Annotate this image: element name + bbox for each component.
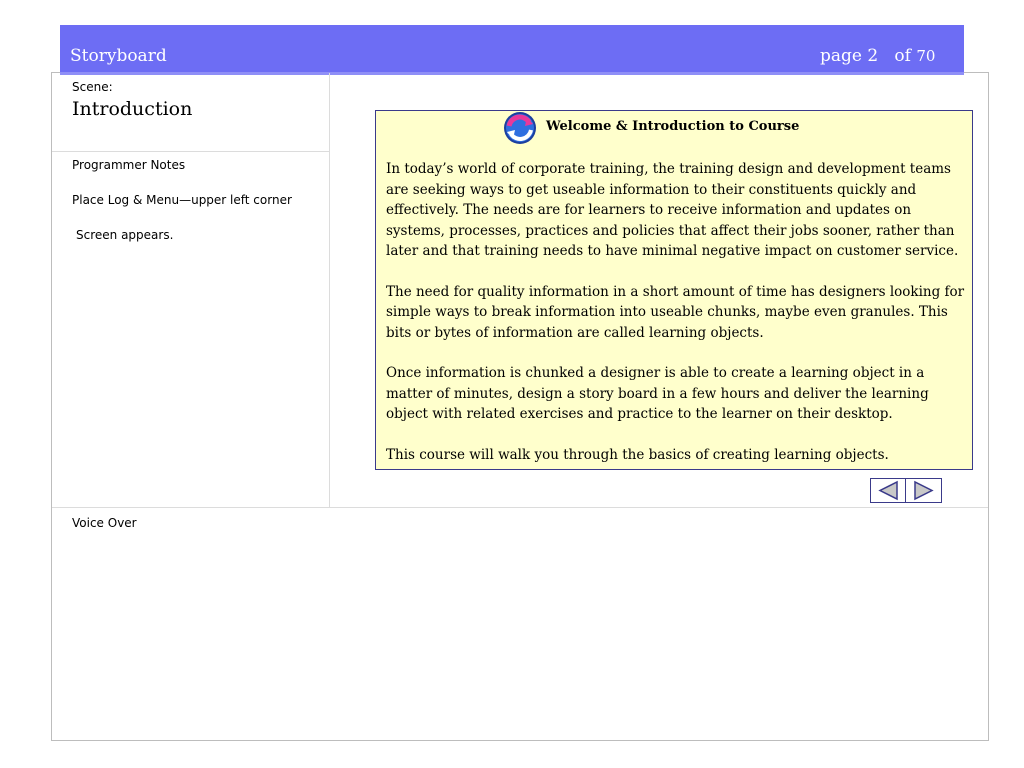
of-label: of <box>894 46 911 66</box>
content-paragraph: The need for quality information in a short amount of time has designers looking for simple ways to break information into useable chunks, maybe even granules. This bits or bytes of information are called learning objects. <box>386 283 965 341</box>
column-divider <box>329 73 330 507</box>
header-underline <box>60 72 964 75</box>
next-button[interactable] <box>906 479 941 502</box>
scene-title: Introduction <box>72 98 193 120</box>
storyboard-title: Storyboard <box>70 46 167 66</box>
total-pages: 70 <box>916 47 936 65</box>
content-body <box>386 159 966 485</box>
content-paragraph: This course will walk you through the basics of creating learning objects. <box>386 446 889 463</box>
refresh-icon[interactable] <box>503 111 537 145</box>
programmer-note: Screen appears. <box>76 228 174 242</box>
content-paragraph: Once information is chunked a designer is able to create a learning object in a matter of minutes, design a story board in a few hours and deliver the learning object with related exercises and practice to the learner on their desktop. <box>386 365 929 422</box>
scene-label: Scene: <box>72 80 113 94</box>
voice-over-divider <box>52 507 988 508</box>
previous-button[interactable] <box>871 479 905 502</box>
page-indicator <box>820 46 935 66</box>
content-title: Welcome & Introduction to Course <box>546 119 800 134</box>
page-label: page 2 <box>820 46 879 66</box>
voice-over-label: Voice Over <box>72 516 137 530</box>
scene-divider <box>52 151 329 152</box>
content-paragraph: In today’s world of corporate training, the training design and development teams are seeking ways to get useable information to their constituents quickly and effectively. The needs are for learners to receive information and updates on systems, processes, practices and policies that affect their jobs sooner, rather than later and that training needs to have minimal negative impact on customer service. <box>386 161 959 259</box>
programmer-notes-heading: Programmer Notes <box>72 158 186 172</box>
triangle-left-icon <box>871 479 905 502</box>
programmer-note: Place Log & Menu—upper left corner <box>72 193 292 207</box>
triangle-right-icon <box>906 479 941 502</box>
